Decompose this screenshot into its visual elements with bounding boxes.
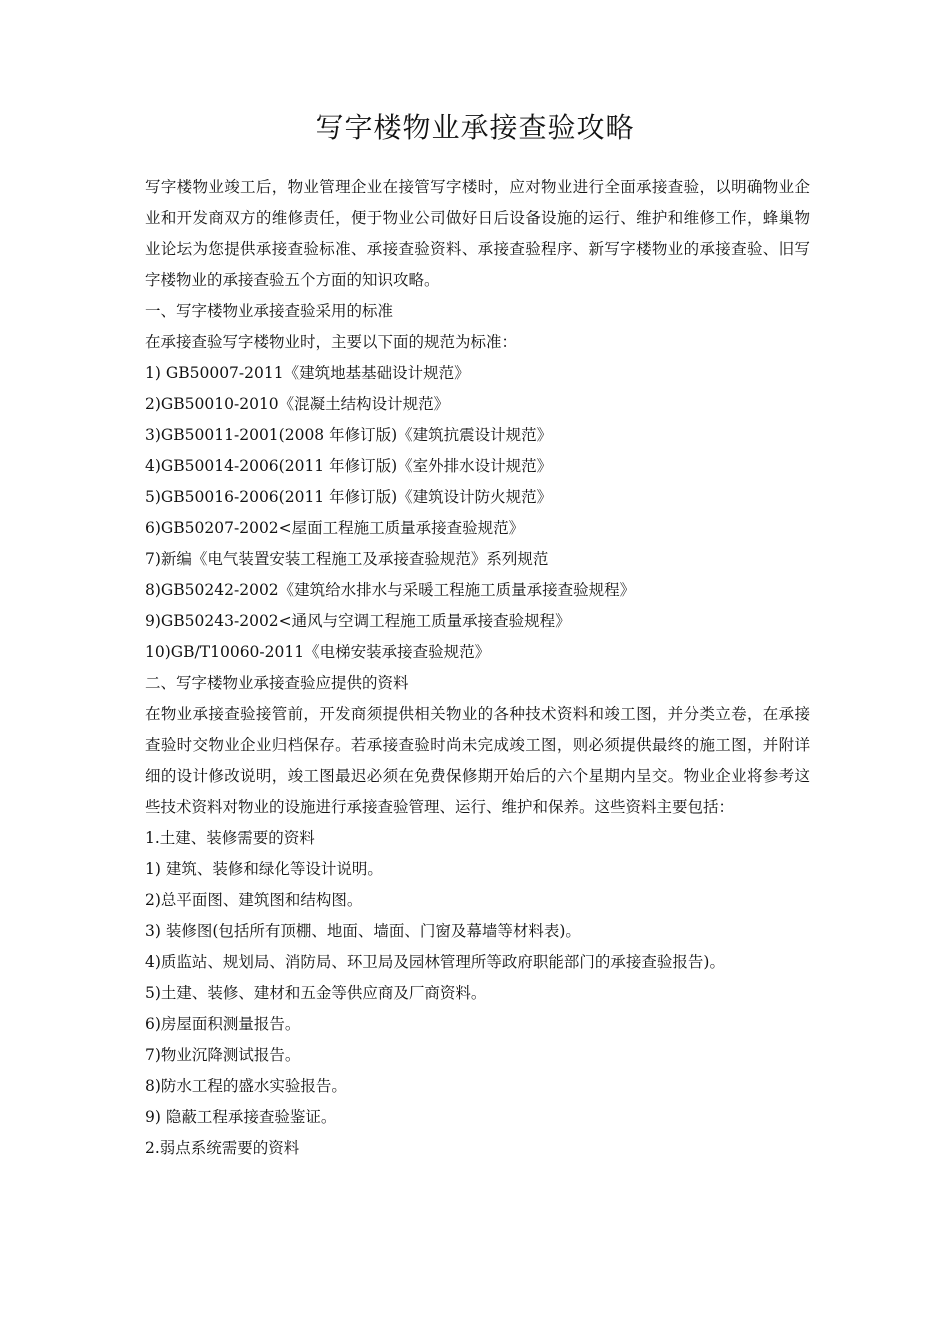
material-item: 5)土建、装修、建材和五金等供应商及厂商资料。 (145, 984, 487, 1002)
standard-item: 10)GB/T10060-2011《电梯安装承接查验规范》 (145, 643, 491, 661)
material-item: 1) 建筑、装修和绿化等设计说明。 (145, 860, 383, 878)
subsection-heading-weak-current: 2.弱点系统需要的资料 (145, 1139, 300, 1157)
standard-item: 8)GB50242-2002《建筑给水排水与采暖工程施工质量承接查验规程》 (145, 581, 636, 599)
material-item: 6)房屋面积测量报告。 (145, 1015, 301, 1033)
section-heading-materials: 二、写字楼物业承接查验应提供的资料 (145, 674, 409, 692)
standard-item: 7)新编《电气装置安装工程施工及承接查验规范》系列规范 (145, 550, 549, 568)
standard-item: 4)GB50014-2006(2011 年修订版)《室外排水设计规范》 (145, 457, 553, 475)
standard-item: 3)GB50011-2001(2008 年修订版)《建筑抗震设计规范》 (145, 426, 553, 444)
document-body (145, 172, 810, 1164)
subsection-heading-civil: 1.土建、装修需要的资料 (145, 829, 315, 847)
standard-item: 2)GB50010-2010《混凝土结构设计规范》 (145, 395, 450, 413)
standard-item: 9)GB50243-2002<通风与空调工程施工质量承接查验规程》 (145, 612, 571, 630)
standard-item: 6)GB50207-2002<屋面工程施工质量承接查验规范》 (145, 519, 525, 537)
document-title: 写字楼物业承接查验攻略 (315, 111, 635, 144)
material-item: 2)总平面图、建筑图和结构图。 (145, 891, 363, 909)
material-item: 4)质监站、规划局、消防局、环卫局及园林管理所等政府职能部门的承接查验报告)。 (145, 953, 725, 971)
material-item: 8)防水工程的盛水实验报告。 (145, 1077, 347, 1095)
standard-item: 5)GB50016-2006(2011 年修订版)《建筑设计防火规范》 (145, 488, 553, 506)
material-item: 7)物业沉降测试报告。 (145, 1046, 301, 1064)
intro-paragraph: 写字楼物业竣工后，物业管理企业在接管写字楼时，应对物业进行全面承接查验，以明确物业企业和开发商双方的维修责任，便于物业公司做好日后设备设施的运行、维护和维修工作，蜂巢物业论坛为您提供承接查验标准、承接查验资料、承接查验程序、新写字楼物业的承接查验、旧写字楼物业的承接查验五个方面的知识攻略。 (145, 178, 810, 289)
section-heading-standards: 一、写字楼物业承接查验采用的标准 (145, 302, 394, 320)
material-item: 3) 装修图(包括所有顶棚、地面、墙面、门窗及幕墙等材料表)。 (145, 922, 581, 940)
standard-item: 1) GB50007-2011《建筑地基基础设计规范》 (145, 364, 470, 382)
material-item: 9) 隐蔽工程承接查验鉴证。 (145, 1108, 337, 1126)
standards-lead-text: 在承接查验写字楼物业时，主要以下面的规范为标准： (145, 333, 518, 351)
materials-paragraph: 在物业承接查验接管前，开发商须提供相关物业的各种技术资料和竣工图，并分类立卷，在承接查验时交物业企业归档保存。若承接查验时尚未完成竣工图，则必须提供最终的施工图，并附详细的设计修改说明，竣工图最迟必须在免费保修期开始后的六个星期内呈交。物业企业将参考这些技术资料对物业的设施进行承接查验管理、运行、维护和保养。这些资料主要包括： (145, 705, 810, 816)
